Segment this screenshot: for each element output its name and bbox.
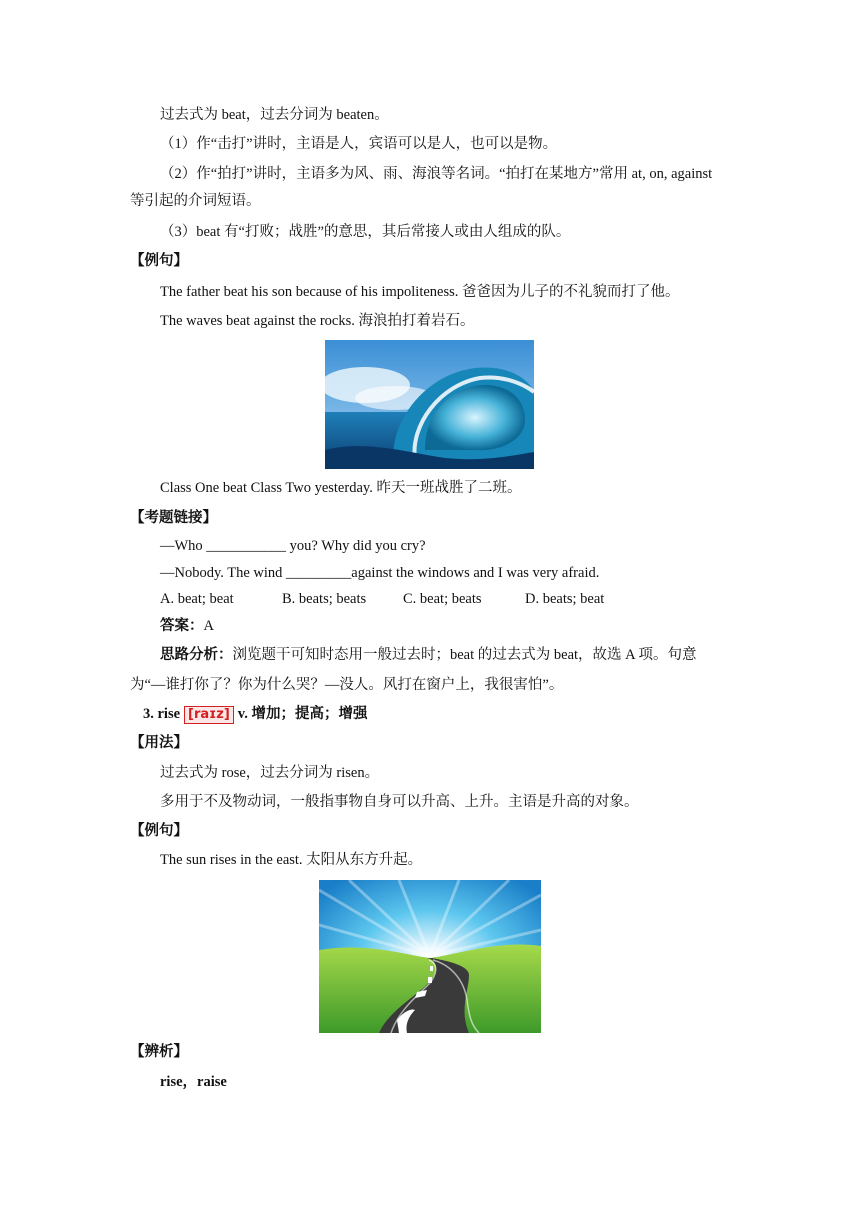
beat-forms: 过去式为 beat，过去分词为 beaten。 [160, 107, 389, 123]
rise-example-1: The sun rises in the east. 太阳从东方升起。 [160, 852, 423, 868]
analysis-label: 思路分析： [160, 647, 233, 663]
answer-label: 答案： [160, 618, 204, 634]
analysis-line-1 [160, 646, 696, 664]
wave-illustration [325, 340, 534, 469]
option-c: C. beat; beats [403, 591, 482, 607]
beat-example-1: The father beat his son because of his impoliteness. 爸爸因为儿子的不礼貌而打了他。 [160, 284, 680, 300]
exam-options [160, 590, 604, 608]
exam-question-1: —Who ___________ you? Why did you cry? [160, 538, 426, 554]
sunrise-road-image [319, 880, 541, 1033]
beat-usage-2a: （2）作“拍打”讲时，主语多为风、雨、海浪等名词。“拍打在某地方”常用 at, on, against [160, 166, 713, 182]
rise-example-heading: 【例句】 [130, 823, 188, 839]
beat-usage-1: （1）作“击打”讲时，主语是人，宾语可以是人，也可以是物。 [160, 136, 558, 152]
rise-phonetic: [raɪz] [184, 706, 234, 724]
compare-heading: 【辨析】 [130, 1044, 188, 1060]
rise-word: 3. rise [143, 706, 181, 722]
example-heading: 【例句】 [130, 253, 188, 269]
option-a: A. beat; beat [160, 591, 234, 607]
road-illustration [319, 880, 541, 1033]
beat-usage-3: （3）beat 有“打败；战胜”的意思，其后常接人或由人组成的队。 [160, 224, 571, 240]
exam-heading: 【考题链接】 [130, 510, 217, 526]
beat-example-2: The waves beat against the rocks. 海浪拍打着岩石。 [160, 313, 475, 329]
exam-question-2: —Nobody. The wind _________against the windows and I was very afraid. [160, 565, 600, 581]
rise-meaning: v. 增加；提高；增强 [237, 706, 368, 722]
rise-forms: 过去式为 rose，过去分词为 risen。 [160, 765, 380, 781]
option-b: B. beats; beats [282, 591, 367, 607]
answer-value: A [203, 618, 214, 634]
usage-heading: 【用法】 [130, 735, 188, 751]
answer-line [160, 617, 214, 635]
option-d: D. beats; beat [525, 591, 605, 607]
rise-usage: 多用于不及物动词，一般指事物自身可以升高、上升。主语是升高的对象。 [160, 794, 639, 810]
analysis-line-2: 为“—谁打你了？你为什么哭？—没人。风打在窗户上，我很害怕”。 [130, 677, 564, 693]
ocean-wave-image [325, 340, 534, 469]
compare-words: rise，raise [160, 1074, 227, 1090]
beat-usage-2b: 等引起的介词短语。 [130, 193, 261, 209]
beat-example-3: Class One beat Class Two yesterday. 昨天一班战胜了二班。 [160, 480, 522, 496]
rise-heading [143, 705, 367, 724]
analysis-text-a: 浏览题干可知时态用一般过去时；beat 的过去式为 beat，故选 A 项。句意 [232, 647, 697, 663]
